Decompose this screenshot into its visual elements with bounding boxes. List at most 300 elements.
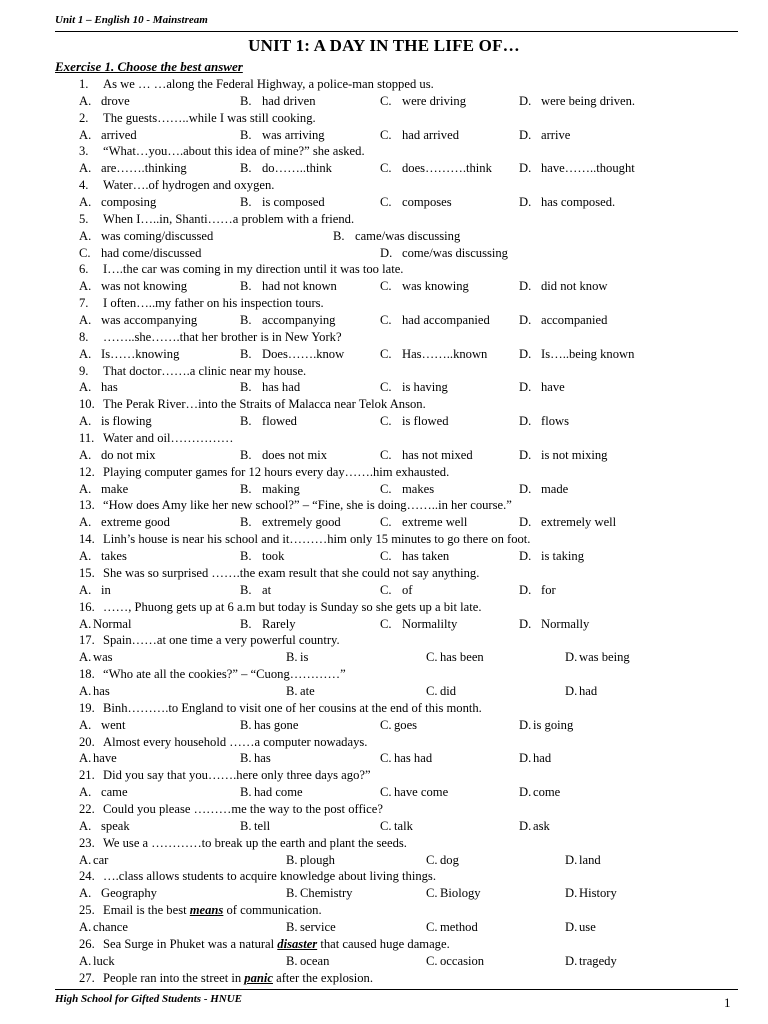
question-line bbox=[0, 970, 768, 987]
option-text[interactable]: has had bbox=[262, 380, 301, 395]
option-letter[interactable]: D. bbox=[565, 852, 578, 867]
option-letter[interactable]: A. bbox=[79, 195, 92, 210]
option-text[interactable]: had bbox=[579, 683, 598, 698]
option-text[interactable]: had accompanied bbox=[402, 313, 490, 328]
question-number: 24. bbox=[79, 869, 95, 884]
option-letter[interactable]: B. bbox=[286, 852, 298, 867]
option-letter[interactable]: D. bbox=[519, 751, 532, 766]
question-text: ….class allows students to acquire knowledge about living things. bbox=[103, 869, 436, 884]
option-text[interactable]: went bbox=[101, 717, 126, 732]
option-text[interactable]: come bbox=[533, 785, 561, 800]
option-text[interactable]: was being bbox=[579, 650, 630, 665]
question-line bbox=[0, 531, 768, 548]
option-text[interactable]: make bbox=[101, 481, 129, 496]
question-text: Water….of hydrogen and oxygen. bbox=[103, 178, 275, 193]
option-letter[interactable]: C. bbox=[380, 785, 392, 800]
option-text[interactable]: had driven bbox=[262, 93, 316, 108]
option-letter[interactable]: A. bbox=[79, 228, 92, 243]
option-text[interactable]: chance bbox=[93, 919, 128, 934]
option-letter[interactable]: A. bbox=[79, 127, 92, 142]
option-letter[interactable]: C. bbox=[380, 582, 392, 597]
question-number: 11. bbox=[79, 431, 95, 446]
option-letter[interactable]: B. bbox=[286, 953, 298, 968]
option-letter[interactable]: B. bbox=[240, 380, 252, 395]
question-line bbox=[0, 700, 768, 717]
options-line bbox=[0, 683, 768, 700]
option-text[interactable]: has bbox=[254, 751, 271, 766]
options-line bbox=[0, 582, 768, 599]
option-text[interactable]: had come bbox=[254, 785, 303, 800]
option-letter[interactable]: B. bbox=[240, 785, 252, 800]
options-line bbox=[0, 649, 768, 666]
option-letter[interactable]: D. bbox=[519, 717, 532, 732]
option-text[interactable]: has taken bbox=[402, 549, 450, 564]
option-text[interactable]: were being driven. bbox=[541, 93, 636, 108]
option-text[interactable]: ask bbox=[533, 818, 550, 833]
option-letter[interactable]: C. bbox=[426, 650, 438, 665]
question-text bbox=[103, 970, 373, 987]
question-line bbox=[0, 936, 768, 953]
option-letter[interactable]: B. bbox=[286, 886, 298, 901]
option-text[interactable]: ocean bbox=[300, 953, 330, 968]
options-line bbox=[0, 953, 768, 970]
option-letter[interactable]: A. bbox=[79, 313, 92, 328]
key-word: panic bbox=[244, 970, 273, 985]
option-text[interactable]: arrived bbox=[101, 127, 137, 142]
option-letter[interactable]: D. bbox=[519, 549, 532, 564]
option-letter[interactable]: C. bbox=[380, 751, 392, 766]
option-text[interactable]: was knowing bbox=[402, 279, 469, 294]
option-letter[interactable]: C. bbox=[380, 549, 392, 564]
option-letter[interactable]: A. bbox=[79, 279, 92, 294]
option-text[interactable]: Is…..being known bbox=[541, 346, 635, 361]
option-letter[interactable]: A. bbox=[79, 481, 92, 496]
option-letter[interactable]: C. bbox=[380, 161, 392, 176]
option-letter[interactable]: D. bbox=[519, 414, 532, 429]
option-text[interactable]: was arriving bbox=[262, 127, 325, 142]
options-line bbox=[0, 481, 768, 498]
question-number: 14. bbox=[79, 532, 95, 547]
option-text[interactable]: goes bbox=[394, 717, 418, 732]
option-text[interactable]: is having bbox=[402, 380, 448, 395]
question-text: Binh……….to England to visit one of her cousins at the end of this month. bbox=[103, 700, 482, 715]
option-text[interactable]: is going bbox=[533, 717, 574, 732]
question-number: 5. bbox=[79, 211, 89, 226]
option-letter[interactable]: B. bbox=[240, 161, 252, 176]
question-number: 8. bbox=[79, 329, 89, 344]
option-letter[interactable]: B. bbox=[286, 919, 298, 934]
option-text[interactable]: making bbox=[262, 481, 300, 496]
question-text bbox=[103, 902, 322, 919]
option-letter[interactable]: D. bbox=[519, 93, 532, 108]
option-letter[interactable]: A. bbox=[79, 582, 92, 597]
option-text[interactable]: had come/discussed bbox=[101, 245, 202, 260]
option-text[interactable]: Does…….know bbox=[262, 346, 345, 361]
option-text[interactable]: car bbox=[93, 852, 109, 867]
question-text-pre: Email is the best bbox=[103, 903, 190, 918]
option-letter[interactable]: A. bbox=[79, 515, 92, 530]
option-letter[interactable]: C. bbox=[426, 886, 438, 901]
options-line bbox=[0, 548, 768, 565]
option-letter[interactable]: D. bbox=[519, 127, 532, 142]
option-text[interactable]: Chemistry bbox=[300, 886, 353, 901]
page-number: 1 bbox=[724, 995, 731, 1010]
question-number: 10. bbox=[79, 397, 95, 412]
options-line bbox=[0, 717, 768, 734]
question-number: 2. bbox=[79, 110, 89, 125]
question-number: 1. bbox=[79, 77, 89, 91]
option-letter[interactable]: D. bbox=[565, 886, 578, 901]
option-letter[interactable]: D. bbox=[519, 447, 532, 462]
option-letter[interactable]: A. bbox=[79, 785, 92, 800]
question-number: 12. bbox=[79, 464, 95, 479]
option-text[interactable]: Normalilty bbox=[402, 616, 458, 631]
option-text[interactable]: did bbox=[440, 683, 457, 698]
question-line bbox=[0, 497, 768, 514]
option-text[interactable]: use bbox=[579, 919, 596, 934]
option-letter[interactable]: D. bbox=[519, 346, 532, 361]
option-text[interactable]: occasion bbox=[440, 953, 485, 968]
option-text[interactable]: Geography bbox=[101, 886, 157, 901]
option-text[interactable]: is not mixing bbox=[541, 447, 608, 462]
option-letter[interactable]: C. bbox=[380, 481, 392, 496]
option-letter[interactable]: C. bbox=[426, 953, 438, 968]
option-letter[interactable]: B. bbox=[240, 93, 252, 108]
option-text[interactable]: has had bbox=[394, 751, 433, 766]
question-line bbox=[0, 767, 768, 784]
question-text: I….the car was coming in my direction until it was too late. bbox=[103, 262, 404, 277]
option-letter[interactable]: B. bbox=[240, 195, 252, 210]
question-number: 21. bbox=[79, 768, 95, 783]
option-text[interactable]: was not knowing bbox=[101, 279, 188, 294]
options-line bbox=[0, 616, 768, 633]
option-text[interactable]: came/was discussing bbox=[355, 228, 461, 243]
question-line bbox=[0, 666, 768, 683]
option-text[interactable]: of bbox=[402, 582, 413, 597]
option-text[interactable]: tragedy bbox=[579, 953, 617, 968]
options-line bbox=[0, 93, 768, 110]
option-text[interactable]: have bbox=[93, 751, 117, 766]
option-letter[interactable]: B. bbox=[240, 515, 252, 530]
question-text-pre: People ran into the street in bbox=[103, 970, 245, 985]
option-letter[interactable]: B. bbox=[240, 818, 252, 833]
option-text[interactable]: ate bbox=[300, 683, 315, 698]
key-word: means bbox=[189, 903, 224, 918]
option-letter[interactable]: A. bbox=[79, 751, 92, 766]
options-line bbox=[0, 194, 768, 211]
question-line bbox=[0, 599, 768, 616]
question-text: The Perak River…into the Straits of Malacca near Telok Anson. bbox=[103, 397, 426, 412]
option-letter[interactable]: D. bbox=[519, 515, 532, 530]
option-letter[interactable]: D. bbox=[519, 161, 532, 176]
option-letter[interactable]: B. bbox=[240, 279, 252, 294]
options-line bbox=[0, 514, 768, 531]
option-text[interactable]: was coming/discussed bbox=[101, 228, 214, 243]
options-line bbox=[0, 228, 768, 245]
option-text[interactable]: Normal bbox=[93, 616, 132, 631]
option-letter[interactable]: A. bbox=[79, 93, 92, 108]
question-text: I often…..my father on his inspection tours. bbox=[103, 296, 324, 311]
option-text[interactable]: accompanying bbox=[262, 313, 336, 328]
option-text[interactable]: have……..thought bbox=[541, 161, 635, 176]
option-text[interactable]: has composed. bbox=[541, 195, 616, 210]
option-text[interactable]: was accompanying bbox=[101, 313, 198, 328]
option-text[interactable]: drove bbox=[101, 93, 130, 108]
option-text[interactable]: is flowing bbox=[101, 414, 152, 429]
option-text[interactable]: service bbox=[300, 919, 336, 934]
option-text[interactable]: makes bbox=[402, 481, 435, 496]
options-line bbox=[0, 127, 768, 144]
question-text: That doctor…….a clinic near my house. bbox=[103, 363, 307, 378]
option-text[interactable]: had bbox=[533, 751, 552, 766]
question-text-post: of communication. bbox=[223, 903, 322, 918]
option-letter[interactable]: C. bbox=[380, 515, 392, 530]
option-text[interactable]: Normally bbox=[541, 616, 590, 631]
option-letter[interactable]: C. bbox=[426, 919, 438, 934]
question-number: 26. bbox=[79, 936, 95, 951]
option-letter[interactable]: A. bbox=[79, 852, 92, 867]
question-number: 23. bbox=[79, 835, 95, 850]
option-letter[interactable]: A. bbox=[79, 414, 92, 429]
option-text[interactable]: History bbox=[579, 886, 617, 901]
question-line bbox=[0, 801, 768, 818]
option-letter[interactable]: A. bbox=[79, 447, 92, 462]
option-letter[interactable]: C. bbox=[426, 683, 438, 698]
question-number: 3. bbox=[79, 144, 89, 159]
option-text[interactable]: does……….think bbox=[402, 161, 492, 176]
option-letter[interactable]: A. bbox=[79, 683, 92, 698]
question-line bbox=[0, 261, 768, 278]
option-text[interactable]: Biology bbox=[440, 886, 481, 901]
key-word: disaster bbox=[277, 936, 318, 951]
option-text[interactable]: was bbox=[93, 650, 113, 665]
option-text[interactable]: come/was discussing bbox=[402, 245, 508, 260]
question-text: When I…..in, Shanti……a problem with a friend. bbox=[103, 211, 355, 226]
option-text[interactable]: is bbox=[300, 650, 309, 665]
option-letter[interactable]: A. bbox=[79, 953, 92, 968]
running-header: Unit 1 – English 10 - Mainstream bbox=[55, 14, 208, 26]
options-line bbox=[0, 245, 768, 262]
option-text[interactable]: for bbox=[541, 582, 556, 597]
option-text[interactable]: have come bbox=[394, 785, 449, 800]
option-letter[interactable]: B. bbox=[240, 127, 252, 142]
option-letter[interactable]: B. bbox=[240, 616, 252, 631]
question-text-pre: Sea Surge in Phuket was a natural bbox=[103, 936, 278, 951]
option-letter[interactable]: B. bbox=[240, 481, 252, 496]
option-text[interactable]: accompanied bbox=[541, 313, 608, 328]
option-letter[interactable]: D. bbox=[519, 818, 532, 833]
option-text[interactable]: talk bbox=[394, 818, 413, 833]
option-letter[interactable]: A. bbox=[79, 380, 92, 395]
option-text[interactable]: had arrived bbox=[402, 127, 459, 142]
option-letter[interactable]: A. bbox=[79, 161, 92, 176]
option-text[interactable]: composes bbox=[402, 195, 452, 210]
option-letter[interactable]: C. bbox=[380, 447, 392, 462]
option-letter[interactable]: B. bbox=[240, 751, 252, 766]
option-letter[interactable]: C. bbox=[380, 717, 392, 732]
question-number: 15. bbox=[79, 565, 95, 580]
option-letter[interactable]: A. bbox=[79, 818, 92, 833]
option-letter[interactable]: D. bbox=[519, 785, 532, 800]
option-text[interactable]: has bbox=[93, 683, 110, 698]
option-letter[interactable]: C. bbox=[380, 616, 392, 631]
question-line bbox=[0, 295, 768, 312]
option-text[interactable]: made bbox=[541, 481, 569, 496]
question-text: Playing computer games for 12 hours every day…….him exhausted. bbox=[103, 464, 450, 479]
option-text[interactable]: do……..think bbox=[262, 161, 332, 176]
option-letter[interactable]: D. bbox=[565, 683, 578, 698]
option-letter[interactable]: C. bbox=[426, 852, 438, 867]
options-line bbox=[0, 160, 768, 177]
footer-rule bbox=[55, 989, 738, 990]
option-text[interactable]: are…….thinking bbox=[101, 161, 187, 176]
option-letter[interactable]: C. bbox=[380, 93, 392, 108]
option-text[interactable]: does not mix bbox=[262, 447, 328, 462]
options-line bbox=[0, 750, 768, 767]
option-text[interactable]: extremely good bbox=[262, 515, 341, 530]
option-text[interactable]: extreme well bbox=[402, 515, 468, 530]
option-letter[interactable]: B. bbox=[240, 346, 252, 361]
option-letter[interactable]: B. bbox=[240, 717, 252, 732]
option-text[interactable]: plough bbox=[300, 852, 335, 867]
option-text[interactable]: in bbox=[101, 582, 111, 597]
option-text[interactable]: took bbox=[262, 549, 285, 564]
option-text[interactable]: land bbox=[579, 852, 601, 867]
option-letter[interactable]: A. bbox=[79, 717, 92, 732]
option-letter[interactable]: D. bbox=[380, 245, 393, 260]
options-line bbox=[0, 346, 768, 363]
option-text[interactable]: speak bbox=[101, 818, 130, 833]
question-number: 18. bbox=[79, 667, 95, 682]
question-text: “How does Amy like her new school?” – “Fine, she is doing……..in her course.” bbox=[103, 498, 512, 513]
option-letter[interactable]: B. bbox=[240, 414, 252, 429]
option-letter[interactable]: B. bbox=[240, 447, 252, 462]
option-letter[interactable]: A. bbox=[79, 346, 92, 361]
option-letter[interactable]: D. bbox=[519, 279, 532, 294]
question-line bbox=[0, 464, 768, 481]
options-line bbox=[0, 818, 768, 835]
option-letter[interactable]: D. bbox=[519, 313, 532, 328]
question-text bbox=[103, 936, 450, 953]
option-text[interactable]: Has……..known bbox=[402, 346, 488, 361]
header-rule bbox=[55, 31, 738, 32]
option-text[interactable]: has gone bbox=[254, 717, 299, 732]
option-text[interactable]: is flowed bbox=[402, 414, 449, 429]
option-letter[interactable]: C. bbox=[380, 195, 392, 210]
option-letter[interactable]: D. bbox=[519, 481, 532, 496]
option-text[interactable]: composing bbox=[101, 195, 157, 210]
option-letter[interactable]: D. bbox=[519, 195, 532, 210]
option-text[interactable]: has bbox=[101, 380, 118, 395]
question-list bbox=[0, 76, 768, 986]
question-number: 22. bbox=[79, 801, 95, 816]
option-text[interactable]: is composed bbox=[262, 195, 325, 210]
option-letter[interactable]: A. bbox=[79, 616, 92, 631]
option-letter[interactable]: C. bbox=[380, 346, 392, 361]
option-text[interactable]: has not mixed bbox=[402, 447, 473, 462]
option-text[interactable]: came bbox=[101, 785, 128, 800]
option-text[interactable]: had not known bbox=[262, 279, 337, 294]
option-letter[interactable]: B. bbox=[333, 228, 345, 243]
option-letter[interactable]: C. bbox=[380, 380, 392, 395]
option-letter[interactable]: C. bbox=[380, 127, 392, 142]
option-letter[interactable]: D. bbox=[565, 953, 578, 968]
option-text[interactable]: luck bbox=[93, 953, 115, 968]
option-text[interactable]: extremely well bbox=[541, 515, 617, 530]
option-text[interactable]: have bbox=[541, 380, 565, 395]
option-letter[interactable]: A. bbox=[79, 650, 92, 665]
option-letter[interactable]: B. bbox=[286, 683, 298, 698]
option-text[interactable]: do not mix bbox=[101, 447, 156, 462]
question-line bbox=[0, 430, 768, 447]
options-line bbox=[0, 413, 768, 430]
option-letter[interactable]: B. bbox=[240, 582, 252, 597]
option-text[interactable]: did not know bbox=[541, 279, 608, 294]
options-line bbox=[0, 885, 768, 902]
option-letter[interactable]: B. bbox=[240, 549, 252, 564]
option-letter[interactable]: B. bbox=[286, 650, 298, 665]
option-text[interactable]: flowed bbox=[262, 414, 297, 429]
option-text[interactable]: takes bbox=[101, 549, 127, 564]
option-letter[interactable]: D. bbox=[519, 582, 532, 597]
option-letter[interactable]: D. bbox=[519, 616, 532, 631]
question-line bbox=[0, 902, 768, 919]
question-text: Almost every household ……a computer nowadays. bbox=[103, 734, 368, 749]
option-letter[interactable]: D. bbox=[565, 919, 578, 934]
option-text[interactable]: extreme good bbox=[101, 515, 170, 530]
question-line bbox=[0, 632, 768, 649]
question-line bbox=[0, 211, 768, 228]
option-text[interactable]: Rarely bbox=[262, 616, 296, 631]
option-letter[interactable]: C. bbox=[380, 313, 392, 328]
question-line bbox=[0, 868, 768, 885]
option-text[interactable]: method bbox=[440, 919, 478, 934]
question-number: 17. bbox=[79, 633, 95, 648]
option-text[interactable]: Is……knowing bbox=[101, 346, 180, 361]
option-text[interactable]: dog bbox=[440, 852, 459, 867]
option-letter[interactable]: A. bbox=[79, 919, 92, 934]
question-line bbox=[0, 835, 768, 852]
question-text: Linh’s house is near his school and it………him only 15 minutes to go there on foot. bbox=[103, 532, 531, 547]
options-line bbox=[0, 379, 768, 396]
question-line bbox=[0, 396, 768, 413]
option-letter[interactable]: C. bbox=[79, 245, 91, 260]
question-line bbox=[0, 363, 768, 380]
option-letter[interactable]: A. bbox=[79, 549, 92, 564]
question-text: Did you say that you…….here only three days ago?” bbox=[103, 768, 371, 783]
option-text[interactable]: at bbox=[262, 582, 272, 597]
option-text[interactable]: tell bbox=[254, 818, 271, 833]
option-letter[interactable]: C. bbox=[380, 414, 392, 429]
question-number: 25. bbox=[79, 903, 95, 918]
option-letter[interactable]: A. bbox=[79, 886, 92, 901]
option-text[interactable]: were driving bbox=[402, 93, 466, 108]
option-text[interactable]: has been bbox=[440, 650, 484, 665]
option-letter[interactable]: D. bbox=[519, 380, 532, 395]
question-text: She was so surprised …….the exam result that she could not say anything. bbox=[103, 565, 480, 580]
option-letter[interactable]: D. bbox=[565, 650, 578, 665]
option-text[interactable]: is taking bbox=[541, 549, 585, 564]
question-line bbox=[0, 143, 768, 160]
option-text[interactable]: arrive bbox=[541, 127, 571, 142]
options-line bbox=[0, 278, 768, 295]
question-number: 16. bbox=[79, 599, 95, 614]
option-letter[interactable]: C. bbox=[380, 818, 392, 833]
option-letter[interactable]: B. bbox=[240, 313, 252, 328]
question-number: 4. bbox=[79, 178, 89, 193]
option-letter[interactable]: C. bbox=[380, 279, 392, 294]
option-text[interactable]: flows bbox=[541, 414, 569, 429]
